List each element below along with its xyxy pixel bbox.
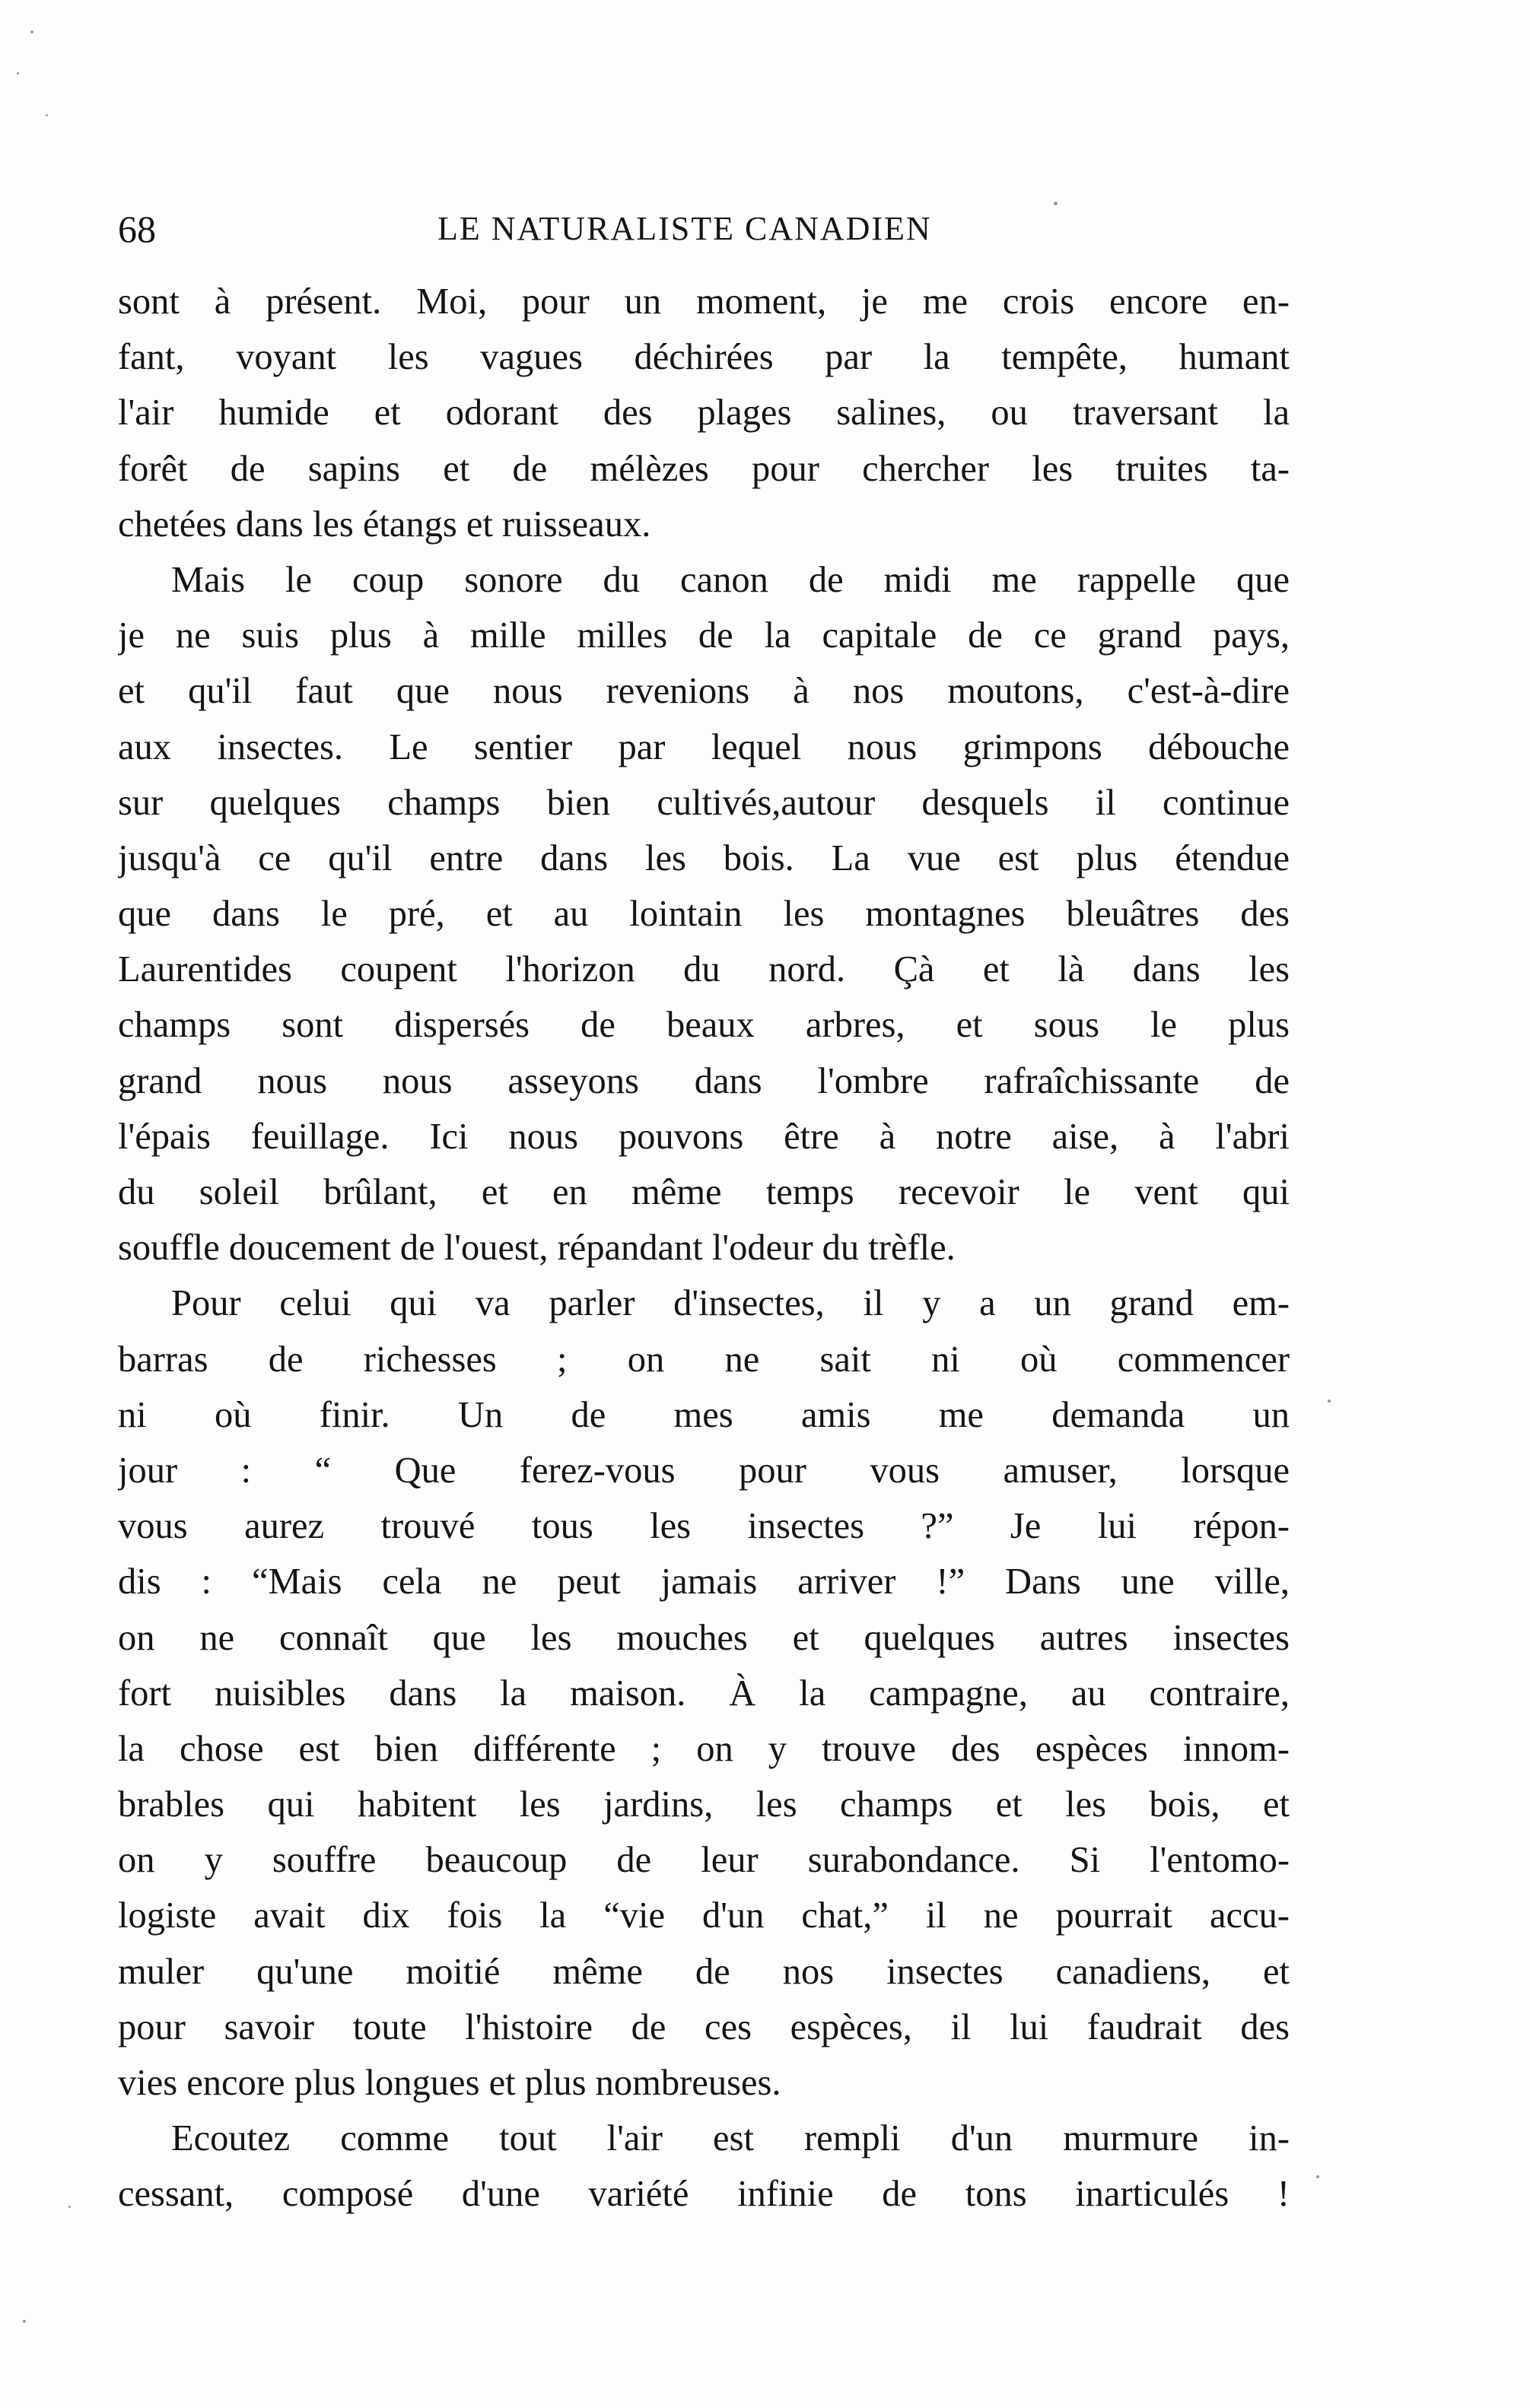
scan-speck xyxy=(1054,202,1058,205)
scan-speck xyxy=(68,2206,71,2208)
text-line: muler qu'une moitié même de nos insectes canadiens, et xyxy=(118,1951,1290,1992)
body-text xyxy=(118,274,1290,2222)
text-line: chetées dans les étangs et ruisseaux. xyxy=(118,504,651,545)
text-line: Ecoutez comme tout l'air est rempli d'un murmure in- xyxy=(171,2118,1290,2159)
scan-speck xyxy=(46,114,48,116)
text-line: on y souffre beaucoup de leur surabondance. Si l'entomo- xyxy=(118,1840,1290,1881)
text-line: jour : “ Que ferez-vous pour vous amuser, lorsque xyxy=(118,1450,1290,1491)
text-line: dis : “Mais cela ne peut jamais arriver !” Dans une ville, xyxy=(118,1561,1290,1603)
page-number: 68 xyxy=(118,208,156,250)
page-header xyxy=(118,202,1016,256)
text-line: ni où finir. Un de mes amis me demanda un xyxy=(118,1394,1290,1435)
text-line: vies encore plus longues et plus nombreuses. xyxy=(118,2063,781,2103)
text-line: fort nuisibles dans la maison. À la campagne, au contraire, xyxy=(118,1673,1290,1714)
text-line: je ne suis plus à mille milles de la capitale de ce grand pays, xyxy=(118,615,1290,656)
text-line: pour savoir toute l'histoire de ces espèces, il lui faudrait des xyxy=(118,2006,1290,2047)
text-line: cessant, composé d'une variété infinie de tons inarticulés ! xyxy=(118,2174,1290,2215)
scan-speck xyxy=(30,30,33,33)
text-line: que dans le pré, et au lointain les montagnes bleuâtres des xyxy=(118,894,1290,935)
scan-speck xyxy=(23,2320,26,2323)
text-line: vous aurez trouvé tous les insectes ?” Je lui répon- xyxy=(118,1506,1290,1547)
text-line: forêt de sapins et de mélèzes pour chercher les truites ta- xyxy=(118,448,1290,489)
text-line: et qu'il faut que nous revenions à nos moutons, c'est-à-dire xyxy=(118,671,1290,712)
text-line: sur quelques champs bien cultivés,autour desquels il continue xyxy=(118,782,1290,823)
scan-speck xyxy=(17,72,19,75)
text-line: brables qui habitent les jardins, les champs et les bois, et xyxy=(118,1784,1290,1825)
text-line: Mais le coup sonore du canon de midi me rappelle que xyxy=(171,559,1290,600)
text-line: fant, voyant les vagues déchirées par la tempête, humant xyxy=(118,337,1290,378)
text-line: souffle doucement de l'ouest, répandant l'odeur du trèfle. xyxy=(118,1228,956,1269)
text-line: du soleil brûlant, et en même temps recevoir le vent qui xyxy=(118,1172,1290,1212)
text-line: l'épais feuillage. Ici nous pouvons être à notre aise, à l'abri xyxy=(118,1116,1290,1157)
text-line: barras de richesses ; on ne sait ni où commencer xyxy=(118,1339,1290,1380)
scan-speck xyxy=(1328,1399,1331,1403)
text-line: on ne connaît que les mouches et quelques autres insectes xyxy=(118,1617,1290,1658)
text-line: sont à présent. Moi, pour un moment, je me crois encore en- xyxy=(118,281,1290,322)
text-line: la chose est bien différente ; on y trouve des espèces innom- xyxy=(118,1728,1290,1769)
scan-speck xyxy=(1316,2175,1319,2178)
text-line: jusqu'à ce qu'il entre dans les bois. La vue est plus étendue xyxy=(118,837,1290,878)
running-title: LE NATURALISTE CANADIEN xyxy=(437,210,932,247)
text-line: champs sont dispersés de beaux arbres, et sous le plus xyxy=(118,1005,1290,1046)
text-line: Laurentides coupent l'horizon du nord. Çà et là dans les xyxy=(118,949,1290,990)
text-line: Pour celui qui va parler d'insectes, il y a un grand em- xyxy=(171,1283,1290,1324)
text-line: grand nous nous asseyons dans l'ombre rafraîchissante de xyxy=(118,1060,1290,1101)
text-line: aux insectes. Le sentier par lequel nous grimpons débouche xyxy=(118,726,1290,767)
text-line: logiste avait dix fois la “vie d'un chat,” il ne pourrait accu- xyxy=(118,1895,1290,1936)
text-line: l'air humide et odorant des plages salines, ou traversant la xyxy=(118,392,1290,434)
